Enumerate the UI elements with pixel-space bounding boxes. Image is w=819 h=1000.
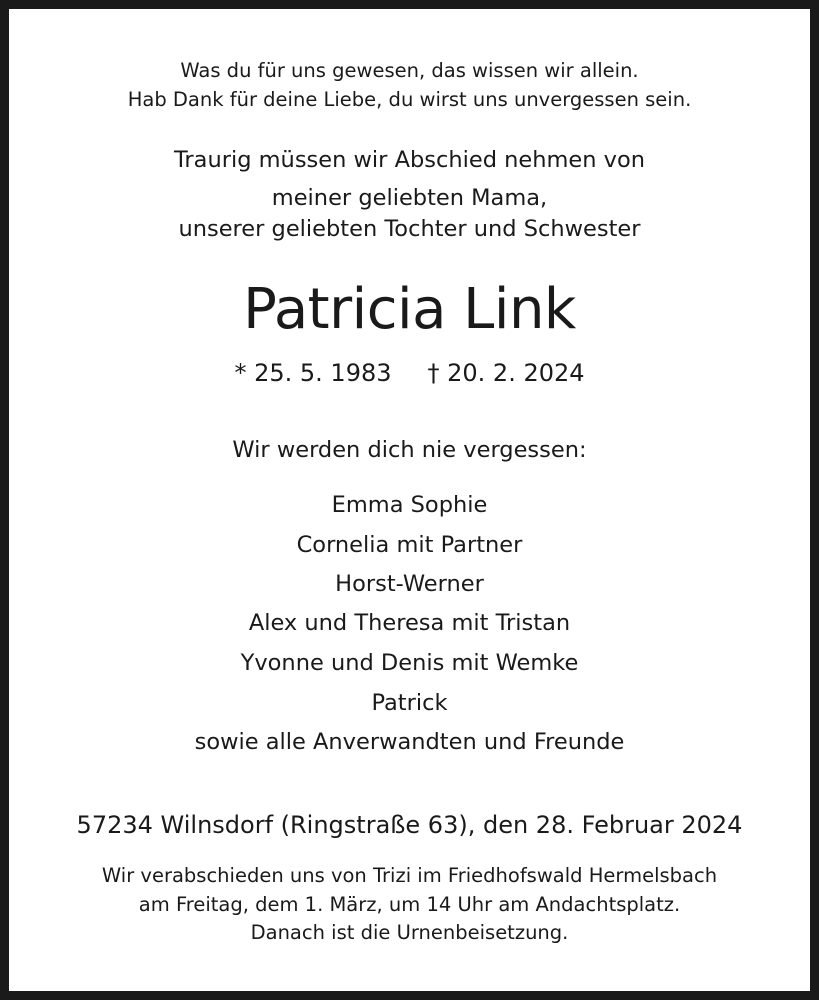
intro-line-1: Traurig müssen wir Abschied nehmen von — [173, 147, 646, 173]
mourner-2: Cornelia mit Partner — [296, 532, 523, 558]
funeral-line-3: Danach ist die Urnenbeisetzung. — [250, 921, 569, 944]
birth-date: * 25. 5. 1983 — [234, 359, 392, 387]
deceased-name: Patricia Link — [243, 277, 576, 342]
motto-line-2: Hab Dank für deine Liebe, du wirst uns unvergessen sein. — [127, 88, 692, 111]
life-dates — [9, 361, 810, 385]
mourner-3: Horst-Werner — [335, 571, 484, 597]
mourner-5: Yvonne und Denis mit Wemke — [240, 650, 579, 676]
intro-line-3: unserer geliebten Tochter und Schwester — [178, 216, 641, 242]
funeral-line-1: Wir verabschieden uns von Trizi im Friedhofswald Hermelsbach — [101, 864, 718, 887]
funeral-line-2: am Freitag, dem 1. März, um 14 Uhr am Andachtsplatz. — [138, 893, 681, 916]
mourner-7: sowie alle Anverwandten und Freunde — [194, 729, 625, 755]
intro-line-2: meiner geliebten Mama, — [271, 185, 548, 211]
farewell-line: Wir werden dich nie vergessen: — [232, 437, 587, 463]
death-date: † 20. 2. 2024 — [427, 359, 585, 387]
place-and-date: 57234 Wilnsdorf (Ringstraße 63), den 28. Februar 2024 — [76, 811, 743, 839]
motto-line-1: Was du für uns gewesen, das wissen wir allein. — [180, 59, 639, 82]
mourner-6: Patrick — [371, 690, 448, 716]
mourner-1: Emma Sophie — [331, 492, 488, 518]
mourner-4: Alex und Theresa mit Tristan — [248, 610, 571, 636]
